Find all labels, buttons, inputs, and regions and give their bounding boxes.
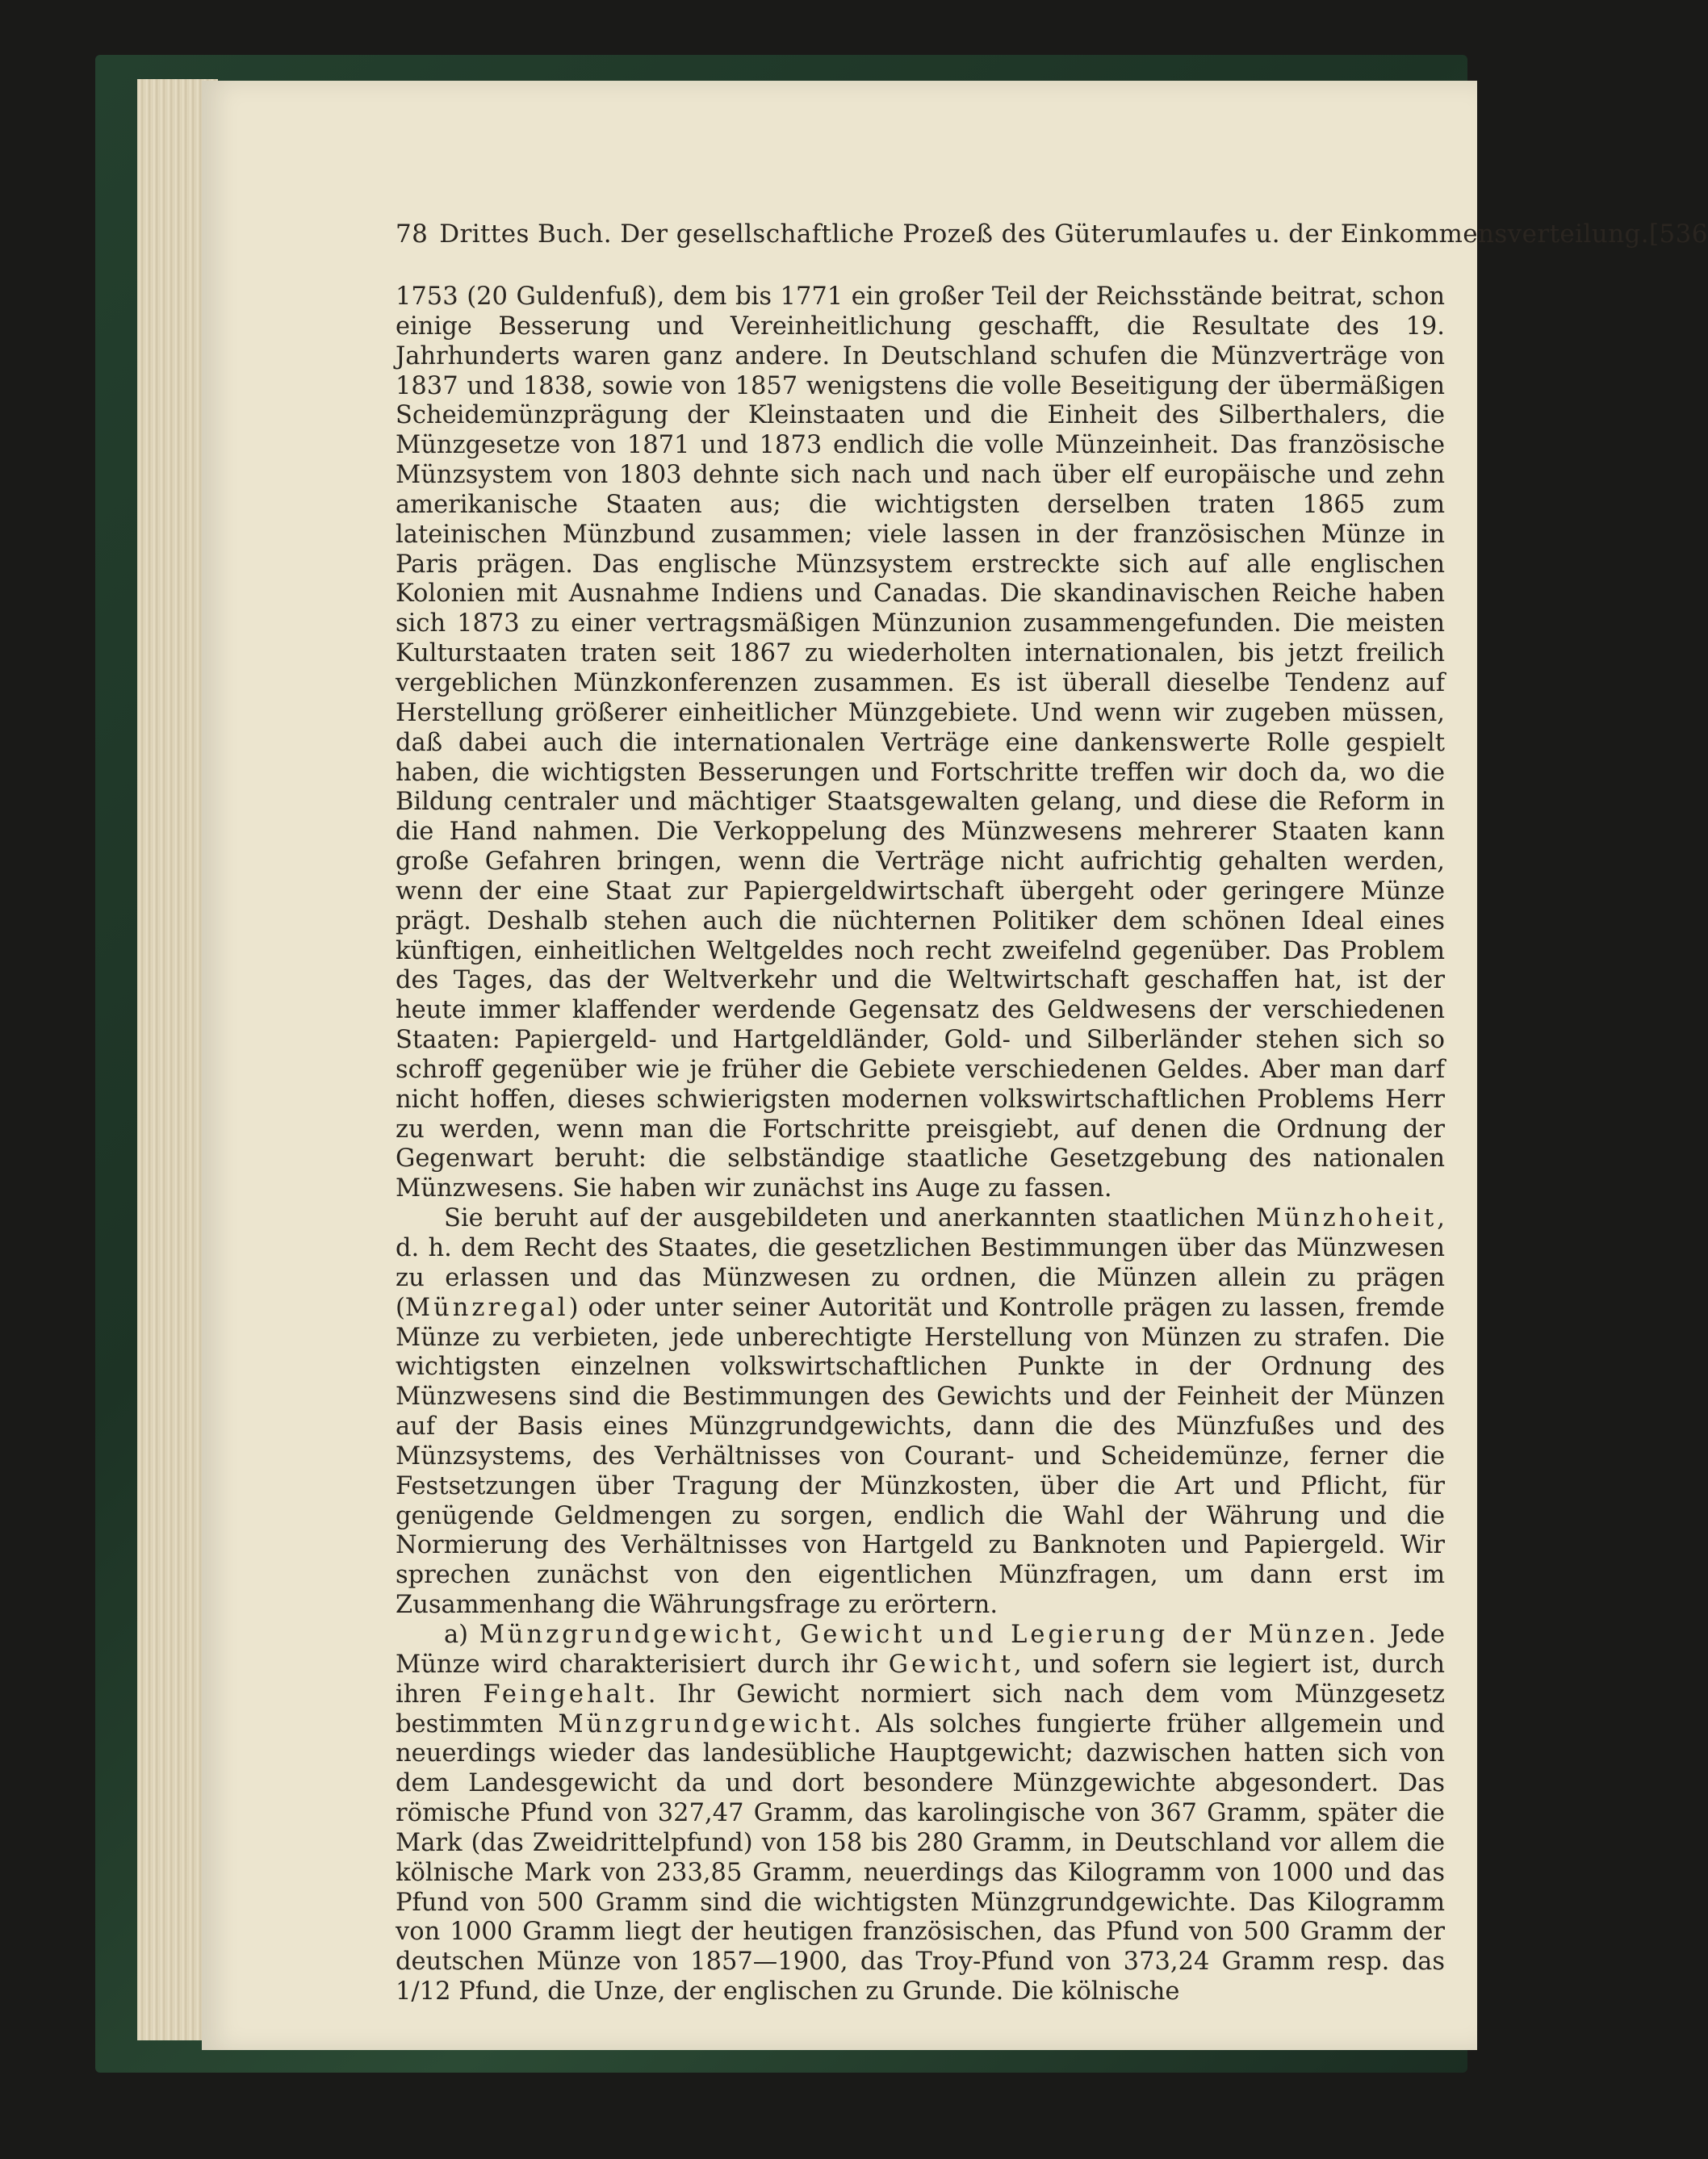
text-run: Sie beruht auf der ausgebildeten und anerkannten staatlichen xyxy=(444,1204,1256,1233)
text-run: . Ihr Gewicht normiert sich nach dem vom Münzgesetz bestimmten xyxy=(396,1680,1445,1738)
spaced-term: Münzhoheit xyxy=(1256,1204,1438,1233)
text-run: a) xyxy=(444,1620,479,1649)
running-title: Drittes Buch. Der gesellschaftliche Prozeß des Güterumlaufes u. der Einkommensverteilung. xyxy=(439,220,1650,249)
text-run: Jede Münze wird charakterisiert durch ihr xyxy=(396,1620,1446,1679)
fraction: 1/12 xyxy=(396,1977,451,2006)
text-run: . Als solches fungierte früher allgemein und neuerdings wieder das landesübliche Hauptgewicht; dazwischen hatten sich von dem Landesgewicht da und dort besondere Münzgewichte abgesondert. Das römische Pfund von 327,47 Gramm, das karolingische von 367 Gramm, später die Mark (das Zweidrittelpfund) von 158 bis 280 Gramm, in Deutschland vor allem die kölnische Mark von 233,85 Gramm, neuerdings das Kilogramm von 1000 und das Pfund von 500 Gramm sind die wichtigsten Münzgrundgewichte. Das Kilogramm von 1000 Gramm liegt der heutigen französischen, das Pfund von 500 Gramm der deutschen Münze von 1857—1900, das Troy-Pfund von 373,24 Gramm resp. das xyxy=(396,1709,1445,1977)
body-text xyxy=(396,282,1445,2007)
paragraph-2 xyxy=(396,1204,1445,1621)
spaced-term: Münzregal xyxy=(404,1293,569,1322)
spaced-term: Münzgrundgewicht xyxy=(558,1709,854,1738)
page-number: 78 xyxy=(396,220,429,249)
section-heading: Münzgrundgewicht, Gewicht und Legierung der Münzen. xyxy=(479,1620,1379,1649)
text-run: Pfund, die Unze, der englischen zu Grunde. Die kölnische xyxy=(450,1977,1180,2006)
book-page xyxy=(202,81,1708,2050)
page-header xyxy=(396,220,1708,249)
text-run: , d. h. dem Recht des Staates, die gesetzlichen Bestimmungen über das Münzwesen zu erlassen und das Münzwesen zu ordnen, die Münzen allein zu prägen ( xyxy=(396,1204,1445,1322)
section-reference: [536 xyxy=(1649,220,1708,249)
paragraph-3 xyxy=(396,1621,1445,2007)
text-run: , und sofern sie legiert ist, durch ihren xyxy=(396,1650,1445,1709)
spaced-term: Gewicht xyxy=(888,1650,1014,1679)
paragraph-1: 1753 (20 Guldenfuß), dem bis 1771 ein großer Teil der Reichsstände beitrat, schon einige Besserung und Vereinheitlichung geschafft, die Resultate des 19. Jahrhunderts waren ganz andere. In Deutschland schufen die Münzverträge von 1837 und 1838, sowie von 1857 wenigstens die volle Beseitigung der übermäßigen Scheidemünzprägung der Kleinstaaten und die Einheit des Silberthalers, die Münzgesetze von 1871 und 1873 endlich die volle Münzeinheit. Das französische Münzsystem von 1803 dehnte sich nach und nach über elf europäische und zehn amerikanische Staaten aus; die wichtigsten derselben traten 1865 zum lateinischen Münzbund zusammen; viele lassen in der französischen Münze in Paris prägen. Das englische Münzsystem erstreckte sich auf alle englischen Kolonien mit Ausnahme Indiens und Canadas. Die skandinavischen Reiche haben sich 1873 zu einer vertragsmäßigen Münzunion zusammengefunden. Die meisten Kulturstaaten traten seit 1867 zu wiederholten internationalen, bis jetzt freilich vergeblichen Münzkonferenzen zusammen. Es ist überall dieselbe Tendenz auf Herstellung größerer einheitlicher Münzgebiete. Und wenn wir zugeben müssen, daß dabei auch die internationalen Verträge eine dankenswerte Rolle gespielt haben, die wichtigsten Besserungen und Fortschritte treffen wir doch da, wo die Bildung centraler und mächtiger Staatsgewalten gelang, und diese die Reform in die Hand nahmen. Die Verkoppelung des Münzwesens mehrerer Staaten kann große Gefahren bringen, wenn die Verträge nicht aufrichtig gehalten werden, wenn der eine Staat zur Papiergeldwirtschaft übergeht oder geringere Münze prägt. Deshalb stehen auch die nüchternen Politiker dem schönen Ideal eines künftigen, einheitlichen Weltgeldes noch recht zweifelnd gegenüber. Das Problem des Tages, das der Weltverkehr und die Weltwirtschaft geschaffen hat, ist der heute immer klaffender werdende Gegensatz des Geldwesens der verschiedenen Staaten: Papiergeld- und Hartgeldländer, Gold- und Silberländer stehen sich so schroff gegenüber wie je früher die Gebiete verschiedenen Geldes. Aber man darf nicht hoffen, dieses schwierigsten modernen volkswirtschaftlichen Problems Herr zu werden, wenn man die Fortschritte preisgiebt, auf denen die Ordnung der Gegenwart beruht: die selbständige staatliche Gesetzgebung des nationalen Münzwesens. Sie haben wir zunächst ins Auge zu fassen. xyxy=(396,282,1445,1203)
text-run: ) oder unter seiner Autorität und Kontrolle prägen zu lassen, fremde Münze zu verbieten, jede unberechtigte Herstellung von Münzen zu strafen. Die wichtigsten einzelnen volkswirtschaftlichen Punkte in der Ordnung des Münzwesens sind die Bestimmungen des Gewichts und der Feinheit der Münzen auf der Basis eines Münzgrundgewichts, dann die des Münzfußes und des Münzsystems, des Verhältnisses von Courant- und Scheidemünze, ferner die Festsetzungen über Tragung der Münzkosten, über die Art und Pflicht, für genügende Geldmengen zu sorgen, endlich die Wahl der Währung und die Normierung des Verhältnisses von Hartgeld zu Banknoten und Papiergeld. Wir sprechen zunächst von den eigentlichen Münzfragen, um dann erst im Zusammenhang die Währungsfrage zu erörtern. xyxy=(396,1293,1445,1620)
spaced-term: Feingehalt xyxy=(483,1680,648,1709)
